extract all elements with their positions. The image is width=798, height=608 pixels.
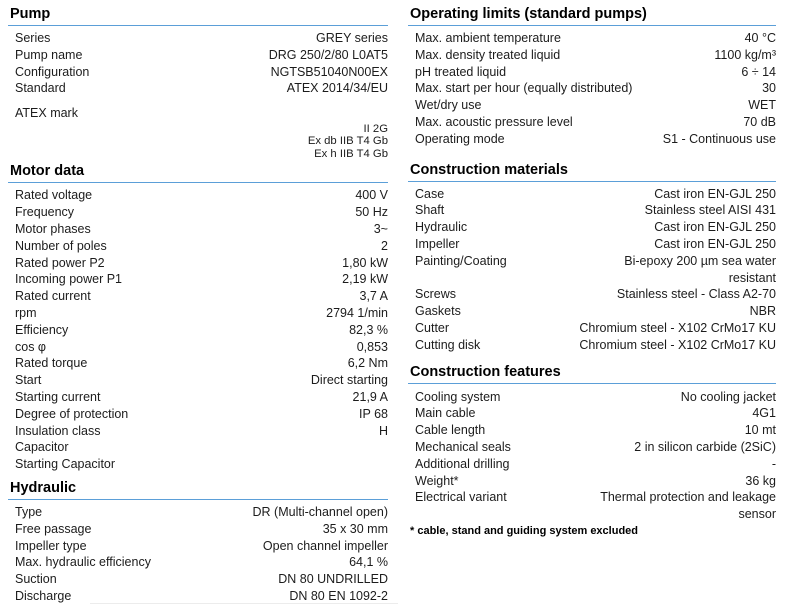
data-row <box>408 439 776 456</box>
row-label: cos φ <box>15 339 47 354</box>
row-value: Cast iron EN-GJL 250 <box>654 186 776 201</box>
row-label: Capacitor <box>15 440 69 455</box>
right-column <box>408 5 776 538</box>
row-label: Max. ambient temperature <box>415 31 561 45</box>
row-value: DN 80 UNDRILLED <box>278 572 388 587</box>
row-value: GREY series <box>315 31 388 45</box>
section-rows <box>408 384 776 523</box>
row-value: Stainless steel - Class A2-70 <box>616 287 776 302</box>
section-title: Hydraulic <box>8 479 388 500</box>
data-row <box>8 271 388 288</box>
section-operating-limits-standard-pumps <box>408 5 776 148</box>
data-row <box>408 422 776 439</box>
data-row <box>8 238 388 255</box>
row-value: 2 <box>381 238 388 253</box>
row-value: 4G1 <box>752 406 776 421</box>
row-label: Type <box>15 505 43 520</box>
data-row <box>8 288 388 305</box>
row-label: Max. density treated liquid <box>415 47 561 62</box>
section-rows <box>408 182 776 354</box>
data-row <box>408 219 776 236</box>
row-label: Impeller type <box>15 538 87 553</box>
row-value: DN 80 EN 1092-2 <box>289 589 388 604</box>
data-row <box>8 105 388 122</box>
row-label: Rated current <box>15 289 91 304</box>
data-row <box>408 253 776 287</box>
row-value: S1 - Continuous use <box>662 131 776 146</box>
row-label: Starting Capacitor <box>15 457 116 472</box>
row-label: Max. acoustic pressure level <box>415 114 573 129</box>
section-rows <box>8 500 388 605</box>
row-label: Painting/Coating <box>415 253 507 268</box>
data-row <box>8 571 388 588</box>
row-value: 30 <box>762 81 776 96</box>
data-row <box>8 372 388 389</box>
row-label: Gaskets <box>415 304 461 319</box>
row-label: Cooling system <box>415 389 501 404</box>
row-label: Frequency <box>15 205 75 220</box>
row-label: Motor phases <box>15 222 91 237</box>
section-title: Operating limits (standard pumps) <box>408 5 776 26</box>
section-construction-features <box>408 363 776 538</box>
data-row <box>408 186 776 203</box>
row-label: Rated voltage <box>15 188 93 203</box>
row-label: Start <box>15 373 42 388</box>
data-row <box>8 187 388 204</box>
row-label: Free passage <box>15 521 92 536</box>
row-value: Cast iron EN-GJL 250 <box>654 220 776 235</box>
row-label: Discharge <box>15 589 72 604</box>
row-value: 40 °C <box>744 31 776 45</box>
row-value: Bi-epoxy 200 µm sea water resistant <box>624 253 776 285</box>
row-value: No cooling jacket <box>680 389 776 404</box>
row-label: Rated torque <box>15 356 88 371</box>
row-label: Weight* <box>415 473 459 488</box>
row-label: Operating mode <box>415 131 505 146</box>
data-row <box>8 406 388 423</box>
row-label: Incoming power P1 <box>15 272 123 287</box>
row-value: 6 ÷ 14 <box>741 64 776 79</box>
row-label: Case <box>415 186 445 201</box>
row-label: Configuration <box>15 64 90 79</box>
row-value: 0,853 <box>356 339 388 354</box>
row-label: Main cable <box>415 406 476 421</box>
data-row <box>408 64 776 81</box>
atex-mark-lines <box>8 122 388 161</box>
row-label: Max. start per hour (equally distributed) <box>415 81 633 96</box>
section-hydraulic <box>8 479 388 605</box>
section-title: Construction features <box>408 363 776 384</box>
row-value: DRG 250/2/80 L0AT5 <box>268 47 388 62</box>
data-row <box>408 47 776 64</box>
section-rows <box>8 26 388 160</box>
data-row <box>8 255 388 272</box>
data-row <box>8 389 388 406</box>
section-title: Motor data <box>8 162 388 183</box>
data-row <box>8 47 388 64</box>
data-row <box>408 131 776 148</box>
footnote: * cable, stand and guiding system excluded <box>410 524 639 537</box>
data-row <box>408 202 776 219</box>
row-label: Degree of protection <box>15 406 129 421</box>
row-value: Thermal protection and leakage sensor <box>600 490 776 522</box>
row-label: Suction <box>15 572 57 587</box>
row-value: 2,19 kW <box>342 272 388 287</box>
row-value: IP 68 <box>359 406 388 421</box>
row-value: H <box>378 423 388 438</box>
data-row <box>8 221 388 238</box>
row-label: Additional drilling <box>415 456 510 471</box>
row-label: Max. hydraulic efficiency <box>15 555 151 570</box>
data-row <box>408 114 776 131</box>
data-row <box>8 456 388 473</box>
row-value: Direct starting <box>310 373 388 388</box>
row-value: 6,2 Nm <box>347 356 388 371</box>
row-value: 50 Hz <box>355 205 388 220</box>
data-row <box>8 554 388 571</box>
cropped-divider-line <box>90 603 398 604</box>
atex-mark-line: II 2G <box>363 122 388 135</box>
row-label: Number of poles <box>15 238 107 253</box>
data-row <box>408 286 776 303</box>
row-label: Insulation class <box>15 423 101 438</box>
row-value: 1100 kg/m³ <box>714 47 776 62</box>
data-row <box>408 405 776 422</box>
row-value: 1,80 kW <box>342 255 388 270</box>
data-row <box>8 305 388 322</box>
row-value: - <box>771 456 776 471</box>
row-label: Efficiency <box>15 322 69 337</box>
row-value: 3~ <box>373 222 388 237</box>
row-value: 21,9 A <box>352 390 388 405</box>
row-value: NBR <box>749 304 776 319</box>
row-value: ATEX 2014/34/EU <box>286 81 388 96</box>
row-value: 70 dB <box>743 114 776 129</box>
data-row <box>408 489 776 523</box>
data-row <box>8 322 388 339</box>
data-row <box>408 80 776 97</box>
row-value: Chromium steel - X102 CrMo17 KU <box>579 337 776 352</box>
data-row <box>8 538 388 555</box>
data-row <box>8 204 388 221</box>
data-row <box>408 473 776 490</box>
data-row <box>8 521 388 538</box>
row-value: Cast iron EN-GJL 250 <box>654 236 776 251</box>
data-row <box>408 30 776 47</box>
row-value: NGTSB51040N00EX <box>270 64 388 79</box>
data-row <box>408 389 776 406</box>
section-title: Construction materials <box>408 161 776 182</box>
row-label: Impeller <box>415 236 460 251</box>
row-value: 2794 1/min <box>326 306 388 321</box>
data-row <box>8 355 388 372</box>
row-label: Standard <box>15 81 66 96</box>
section-construction-materials <box>408 161 776 354</box>
row-label: Mechanical seals <box>415 439 511 454</box>
section-rows <box>408 26 776 148</box>
data-row <box>8 64 388 81</box>
row-label: rpm <box>15 306 37 321</box>
row-label: Shaft <box>415 203 445 218</box>
data-row <box>408 303 776 320</box>
data-row <box>8 30 388 47</box>
row-value: 35 x 30 mm <box>322 521 388 536</box>
row-value: 3,7 A <box>359 289 388 304</box>
section-motor-data <box>8 162 388 473</box>
row-label: ATEX mark <box>15 106 78 121</box>
data-row <box>8 80 388 97</box>
row-label: Cutter <box>415 320 450 335</box>
data-row <box>8 339 388 356</box>
data-row <box>408 337 776 354</box>
data-row <box>408 320 776 337</box>
row-value: Open channel impeller <box>262 538 388 553</box>
row-value: 400 V <box>355 188 388 203</box>
row-label: Electrical variant <box>415 490 507 505</box>
section-rows <box>8 183 388 473</box>
row-label: Starting current <box>15 390 101 405</box>
row-value: Chromium steel - X102 CrMo17 KU <box>579 320 776 335</box>
row-value: 10 mt <box>744 423 776 438</box>
row-label: Hydraulic <box>415 220 468 235</box>
data-row <box>8 504 388 521</box>
row-value: 82,3 % <box>349 322 388 337</box>
left-column <box>8 5 388 605</box>
row-label: Wet/dry use <box>415 98 482 113</box>
atex-mark-line: Ex db IIB T4 Gb <box>307 135 388 148</box>
row-label: Pump name <box>15 47 83 62</box>
section-pump <box>8 5 388 160</box>
row-label: Cable length <box>415 423 486 438</box>
data-row <box>8 439 388 456</box>
row-value: DR (Multi-channel open) <box>252 505 388 520</box>
row-value: Stainless steel AISI 431 <box>644 203 776 218</box>
row-value: 64,1 % <box>349 555 388 570</box>
data-row <box>408 236 776 253</box>
row-value: WET <box>748 98 776 113</box>
row-label: Rated power P2 <box>15 255 105 270</box>
section-title: Pump <box>8 5 388 26</box>
atex-mark-line: Ex h IIB T4 Gb <box>314 147 388 160</box>
row-value: 2 in silicon carbide (2SiC) <box>634 439 776 454</box>
row-value: 36 kg <box>745 473 776 488</box>
data-row <box>408 456 776 473</box>
row-label: pH treated liquid <box>415 64 507 79</box>
row-label: Screws <box>415 287 456 302</box>
data-row <box>408 97 776 114</box>
data-row <box>8 423 388 440</box>
row-label: Series <box>15 31 51 45</box>
row-label: Cutting disk <box>415 337 481 352</box>
